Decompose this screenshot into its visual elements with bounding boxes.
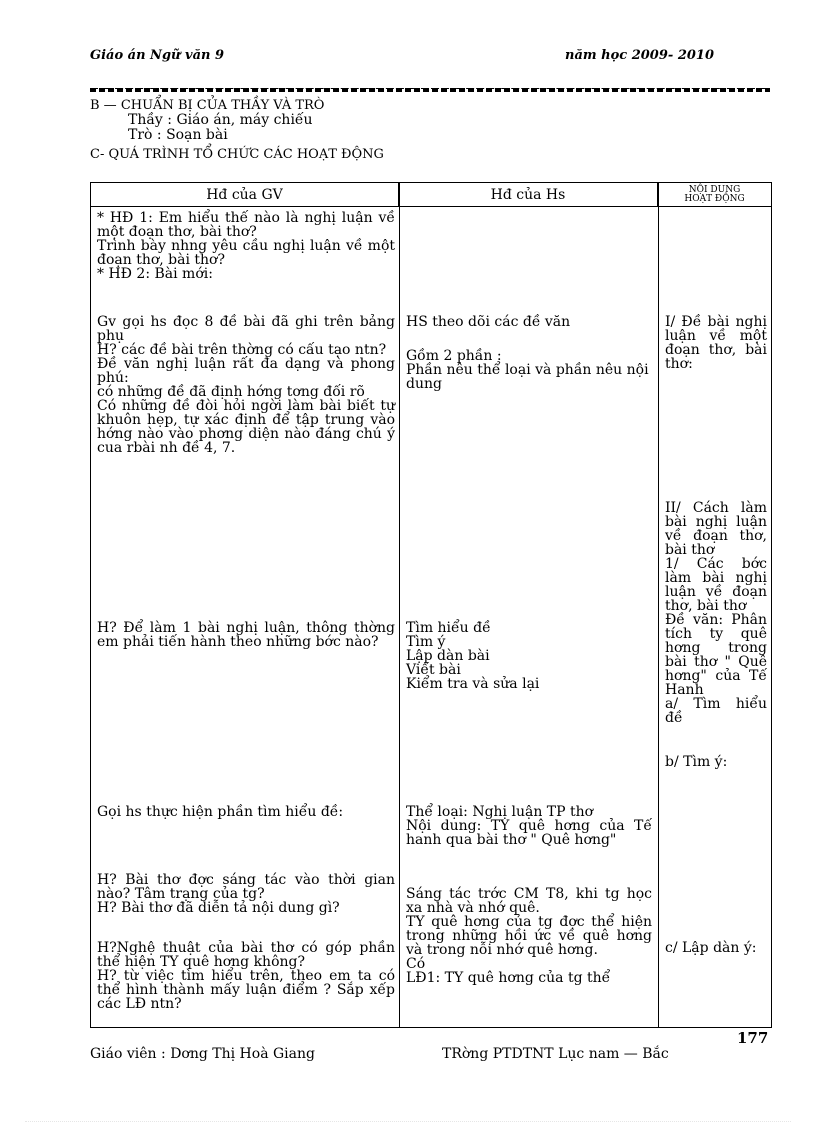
header-student-activity: Hđ của Hs — [399, 183, 658, 207]
hs-follow-topics: HS theo dõi các đề văn — [406, 314, 571, 330]
student-prep: Trò : Soạn bài — [128, 127, 228, 143]
gv-art-question: H?Nghệ thuật của bài thơ có góp phần thể hiện TY quê hơng không? H? từ việc tìm hiểu trên, theo em ta có thể hình thành mấy luận điểm ? Sắp xếp các LĐ ntn? — [97, 940, 395, 1012]
header-subject: Giáo án Ngữ văn 9 — [90, 48, 225, 63]
gv-read-topics: Gv gọi hs đọc 8 đề bài đã ghi trên bảng phụ H? các đề bài trên thờng có cấu tạo ntn? Đề văn nghị luận rất đa dạng và phong phú: có những đề đã định hớng tơng đối rõ Có những đề đòi hỏi ngời làm bài biết tự khuôn hẹp, tự xác định để tập trung vào hớng nào vào phơng diện nào đáng chú ý cua rbài nh đề 4, 7. — [97, 314, 395, 456]
column-divider — [658, 183, 659, 1027]
activity-table — [90, 182, 772, 1028]
nd-find-ideas: b/ Tìm ý: — [665, 754, 728, 770]
header-content: NỘI DUNG HOẠT ĐỘNG — [658, 183, 771, 207]
footer-teacher: Giáo viên : Dơng Thị Hoà Giang — [90, 1046, 315, 1062]
header-school-year: năm học 2009- 2010 — [565, 48, 715, 63]
nd-topic-heading: I/ Đề bài nghị luận về một đoạn thơ, bài thơ: — [665, 314, 767, 372]
header-teacher-activity: Hđ của GV — [91, 183, 399, 207]
hs-topic-structure: Gồm 2 phần : Phần nêu thể loại và phần nêu nội dung — [406, 348, 649, 392]
gv-steps-question: H? Để làm 1 bài nghị luận, thông thờng em phải tiến hành theo những bớc nào? — [97, 620, 395, 650]
column-divider — [399, 183, 400, 1027]
gv-analyze-topic: Gọi hs thực hiện phần tìm hiểu đề: — [97, 804, 344, 820]
hs-steps-list: Tìm hiểu đề Tìm ý Lập dàn bài Viết bài Kiểm tra và sửa lại — [406, 620, 540, 692]
nd-outline: c/ Lập dàn ý: — [665, 940, 757, 956]
section-b-title: B — CHUẨN BỊ CỦA THẦY VÀ TRÒ — [90, 98, 325, 113]
footer-school: TRờng PTDTNT Lục nam — Bắc — [442, 1046, 669, 1062]
header-divider — [90, 88, 770, 92]
section-c-title: C- QUÁ TRÌNH TỔ CHỨC CÁC HOẠT ĐỘNG — [90, 147, 384, 162]
nd-method-heading: II/ Cách làm bài nghị luận về đoạn thơ, bài thơ 1/ Các bớc làm bài nghị luận về đoạn thơ, bài thơ Đề văn: Phân tích ty quê hơng trong bài thơ " Quê hơng" của Tế Hanh a/ Tìm hiểu đề — [665, 500, 767, 726]
teacher-prep: Thầy : Giáo án, máy chiếu — [128, 112, 313, 128]
gv-hd1-intro: * HĐ 1: Em hiểu thế nào là nghị luận về một đoạn thơ, bài thơ? Trình bày nhng yêu cầu nghị luận về một đoạn thơ, bài thơ? * HĐ 2: Bài mới: — [97, 210, 395, 282]
page-number: 177 — [737, 1029, 769, 1047]
hs-poem-answers: Sáng tác trớc CM T8, khi tg học xa nhà và nhớ quê. TY quê hơng của tg đợc thể hiện trong những hồi ức về quê hơng và trong nỗi nhớ quê hơng. Có LĐ1: TY quê hơng của tg thể — [406, 886, 652, 986]
gv-poem-questions: H? Bài thơ đợc sáng tác vào thời gian nào? Tâm trạng của tg? H? Bài thơ đã diễn tả nội dung gì? — [97, 872, 395, 916]
hs-topic-analysis: Thể loại: Nghị luận TP thơ Nội dung: TY quê hơng của Tế hanh qua bài thơ " Quê hơng" — [406, 804, 652, 848]
